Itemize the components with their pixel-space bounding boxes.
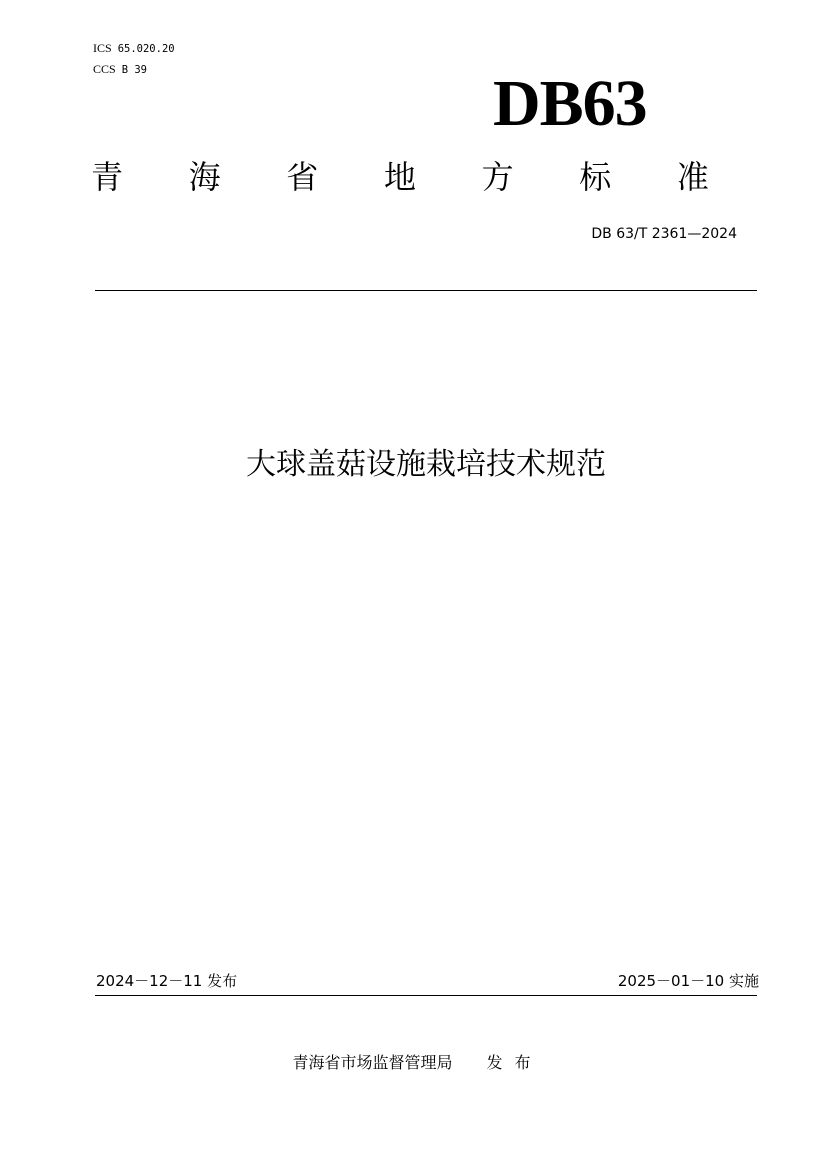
ics-label: ICS: [93, 41, 112, 55]
ccs-code: B 39: [121, 64, 147, 76]
standard-type-char: 方: [481, 158, 514, 196]
standard-type-char: 标: [579, 158, 612, 196]
ics-classification: [93, 41, 175, 56]
standard-type-char: 准: [676, 158, 709, 196]
ccs-label: CCS: [93, 62, 116, 76]
db-standard-mark: DB63: [493, 67, 647, 140]
standard-type-char: 省: [286, 158, 319, 196]
standard-number: DB 63/T 2361—2024: [591, 226, 737, 242]
footer-divider: [95, 995, 757, 996]
standard-type-char: 海: [188, 158, 221, 196]
ccs-classification: [93, 62, 147, 77]
ics-code: 65.020.20: [117, 43, 175, 55]
header-divider: [95, 290, 757, 291]
standard-type-heading: [90, 155, 710, 199]
document-title: 大球盖菇设施栽培技术规范: [246, 447, 606, 482]
issuing-authority: [0, 1051, 815, 1075]
standard-type-char: 地: [383, 158, 416, 196]
issuer-name: 青海省市场监督管理局: [292, 1053, 453, 1072]
issuer-action: 发布: [486, 1053, 543, 1072]
implementation-date: 2025－01－10 实施: [617, 972, 759, 990]
standard-type-char: 青: [90, 158, 123, 196]
issue-date: 2024－12－11 发布: [96, 972, 238, 990]
